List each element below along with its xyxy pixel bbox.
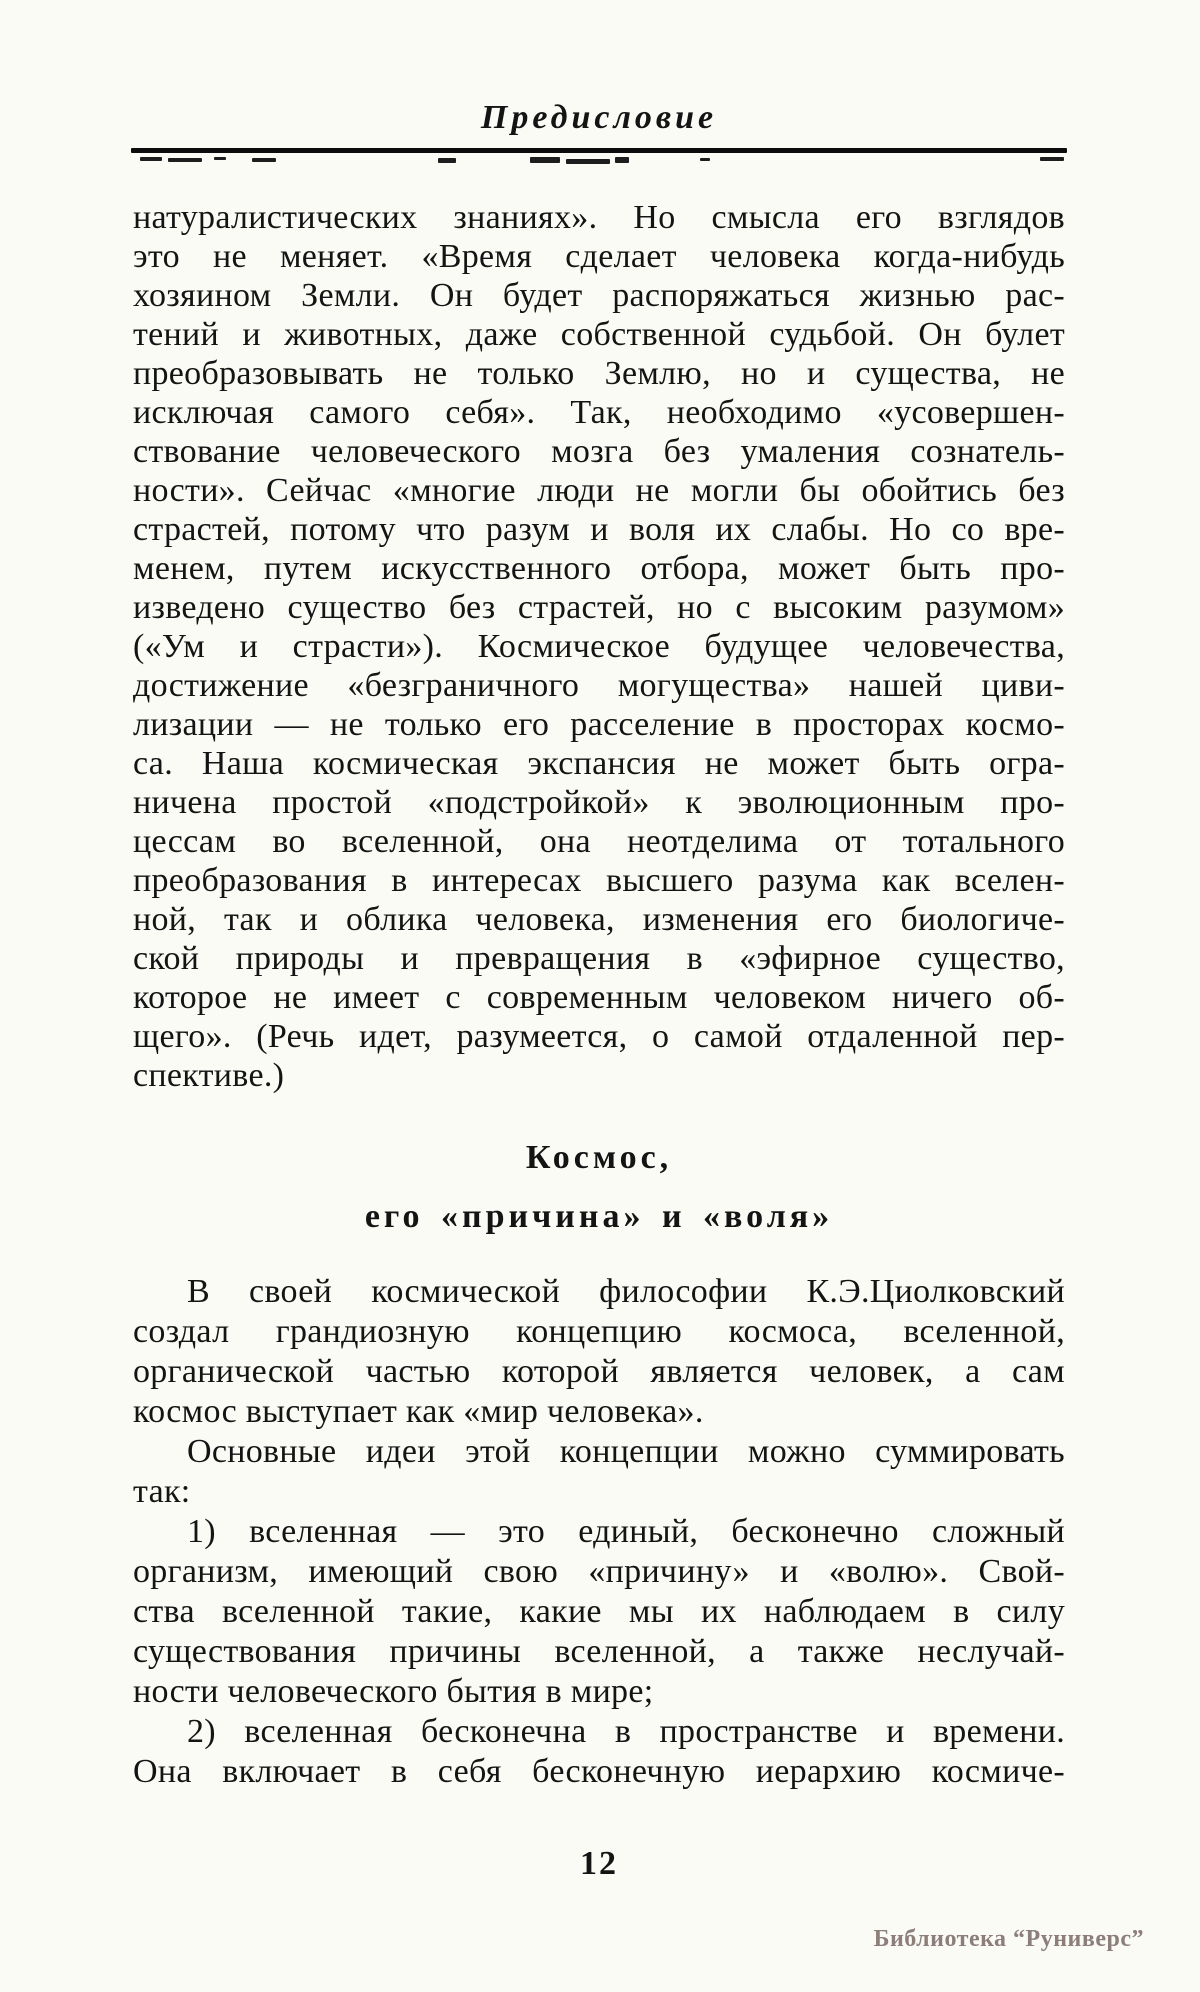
text-line: исключая самого себя». Так, необходимо «усовершен- [133,394,1065,431]
text-line: са. Наша космическая экспансия не может быть огра- [133,745,1065,782]
scan-artifact [168,158,202,162]
section-heading-line1: Космос, [525,1139,673,1176]
text-line: органической частью которой является человек, а сам [133,1353,1065,1390]
text-line: ства вселенной такие, какие мы их наблюдаем в силу [133,1593,1065,1630]
text-line: натуралистических знаниях». Но смысла его взглядов [133,199,1065,236]
scan-artifact [530,157,560,163]
text-line: («Ум и страсти»). Космическое будущее человечества, [133,628,1065,665]
text-line: космос выступает как «мир человека». [133,1393,704,1430]
library-watermark: Библиотека “Руниверс” [873,1926,1144,1952]
page-number: 12 [580,1845,618,1882]
scan-artifact [700,158,710,161]
text-line: это не меняет. «Время сделает человека когда-нибудь [133,238,1065,275]
running-header: Предисловие [480,99,718,136]
text-line: 2) вселенная бесконечна в пространстве и времени. [187,1713,1065,1750]
text-line: ности». Сейчас «многие люди не могли бы обойтись без [133,472,1065,509]
text-line: которое не имеет с современным человеком ничего об- [133,979,1065,1016]
text-line: В своей космической философии К.Э.Циолковский [187,1273,1065,1310]
text-line: ничена простой «подстройкой» к эволюционным про- [133,784,1065,821]
text-line: щего». (Речь идет, разумеется, о самой отдаленной пер- [133,1018,1065,1055]
text-line: 1) вселенная — это единый, бесконечно сложный [187,1513,1065,1550]
scan-artifact [615,157,629,163]
text-line: спективе.) [133,1057,285,1094]
scan-artifact [566,159,610,164]
text-line: достижение «безграничного могущества» нашей циви- [133,667,1065,704]
text-line: изведено существо без страстей, но с высоким разумом» [133,589,1065,626]
text-line: хозяином Земли. Он будет распоряжаться жизнью рас- [133,277,1065,314]
scan-artifact [214,157,226,160]
text-line: цессам во вселенной, она неотделима от тотального [133,823,1065,860]
text-line: лизации — не только его расселение в просторах космо- [133,706,1065,743]
text-line: ской природы и превращения в «эфирное существо, [133,940,1065,977]
paragraph-preface-continuation [133,198,1065,1095]
scan-artifact [1040,157,1064,161]
text-line: ной, так и облика человека, изменения его биологиче- [133,901,1065,938]
text-line: Основные идеи этой концепции можно суммировать [187,1433,1065,1470]
text-line: ности человеческого бытия в мире; [133,1673,654,1710]
section-heading-line2: его «причина» и «воля» [364,1198,834,1235]
scan-artifact [438,158,456,163]
text-line: менем, путем искусственного отбора, может быть про- [133,550,1065,587]
text-line: ствование человеческого мозга без умаления сознатель- [133,433,1065,470]
text-line: организм, имеющий свою «причину» и «волю». Свой- [133,1553,1065,1590]
text-line: преобразовывать не только Землю, но и существа, не [133,355,1065,392]
header-divider-rule [131,148,1067,153]
text-line: Она включает в себя бесконечную иерархию космиче- [133,1753,1065,1790]
text-line: так: [133,1473,191,1510]
text-line: создал грандиозную концепцию космоса, вселенной, [133,1313,1065,1350]
text-line: существования причины вселенной, а также неслучай- [133,1633,1065,1670]
section-heading [131,1128,1067,1246]
paragraph-cosmos-section [133,1272,1065,1792]
scan-artifact [252,158,276,162]
text-line: тений и животных, даже собственной судьбой. Он булет [133,316,1065,353]
text-line: страстей, потому что разум и воля их слабы. Но со вре- [133,511,1065,548]
scan-artifact [140,157,162,161]
text-line: преобразования в интересах высшего разума как вселен- [133,862,1065,899]
